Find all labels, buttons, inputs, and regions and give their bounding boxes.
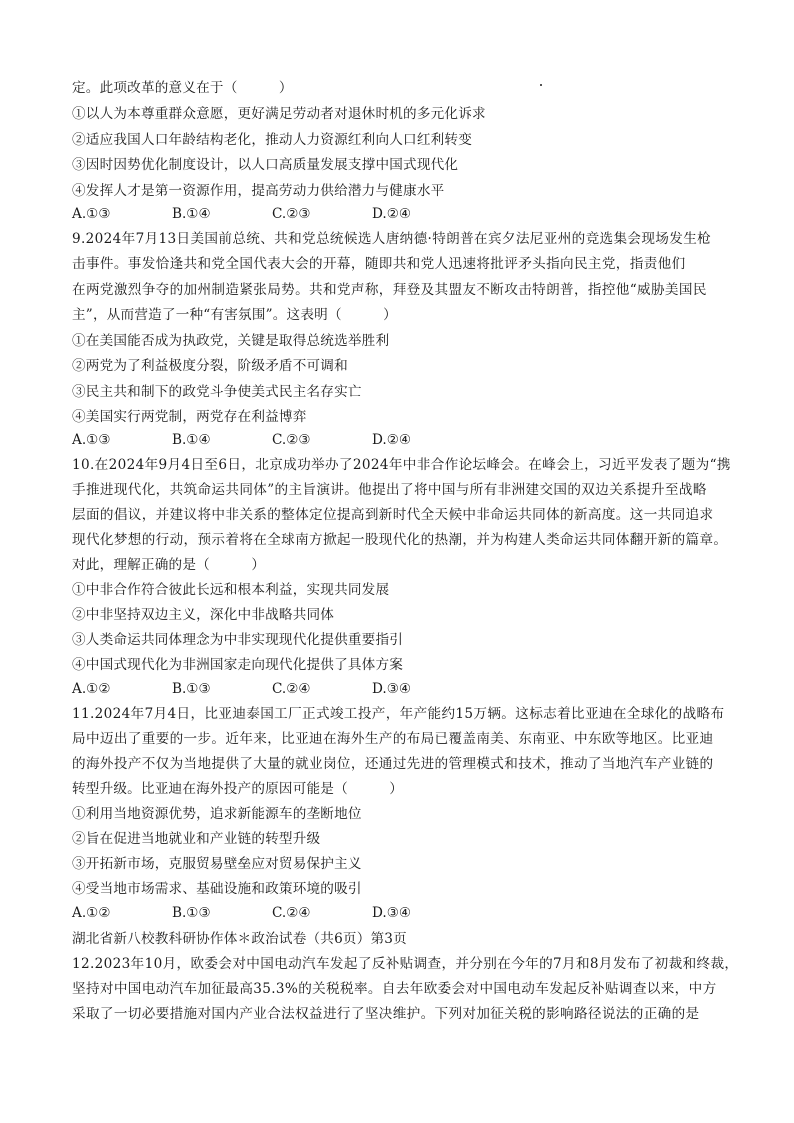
page-footer: 湖北省新八校教科研协作体＊政治试卷（共6页）第3页	[72, 931, 407, 947]
q9-option-c: C.②③	[272, 432, 311, 448]
q10-option-a: A.①②	[72, 681, 111, 697]
q10-stem-line-3: 层面的倡议，并建议将中非关系的整体定位提高到新时代全天候中非命运共同体的新高度。这一共同追求	[72, 507, 714, 523]
q8-item-2: ②适应我国人口年龄结构老化，推动人力资源红利向人口红利转变	[72, 132, 473, 148]
q10-stem-line-1: 10.在2024年9月4日至6日，北京成功举办了2024年中非合作论坛峰会。在峰会上，习近平发表了题为“携	[72, 457, 731, 473]
q11-stem-line-3: 的海外投产不仅为当地提供了大量的就业岗位，还通过先进的管理模式和技术，推动了当地汽车产业链的	[72, 756, 714, 772]
q10-option-c: C.②④	[272, 681, 311, 697]
q8-item-1: ①以人为本尊重群众意愿，更好满足劳动者对退休时机的多元化诉求	[72, 106, 486, 122]
q11-item-4: ④受当地市场需求、基础设施和政策环境的吸引	[72, 881, 362, 897]
q9-option-d: D.②④	[372, 432, 412, 448]
q9-option-b: B.①④	[172, 432, 211, 448]
q8-stem-tail: 定。此项改革的意义在于（ ）	[72, 80, 293, 96]
q8-option-b: B.①④	[172, 206, 211, 222]
q11-item-3: ③开拓新市场，克服贸易壁垒应对贸易保护主义	[72, 856, 362, 872]
q11-option-b: B.①③	[172, 905, 211, 921]
q11-option-d: D.③④	[372, 905, 412, 921]
q11-stem-line-4: 转型升级。比亚迪在海外投产的原因可能是（ ）	[72, 781, 404, 797]
q10-stem-line-2: 手推进现代化，共筑命运共同体”的主旨演讲。他提出了将中国与所有非洲建交国的双边关系提升至战略	[72, 482, 707, 498]
q9-stem-line-1: 9.2024年7月13日美国前总统、共和党总统候选人唐纳德·特朗普在宾夕法尼亚州的竞选集会现场发生枪	[72, 231, 712, 247]
scan-speck	[540, 84, 542, 86]
q12-stem-line-2: 坚持对中国电动汽车加征最高35.3%的关税税率。自去年欧委会对中国电动车发起反补贴调查以来，中方	[72, 981, 717, 997]
q9-option-a: A.①③	[72, 432, 111, 448]
q8-item-3: ③因时因势优化制度设计，以人口高质量发展支撑中国式现代化	[72, 157, 459, 173]
q10-item-4: ④中国式现代化为非洲国家走向现代化提供了具体方案	[72, 657, 404, 673]
q9-stem-line-2: 击事件。事发恰逢共和党全国代表大会的开幕，随即共和党人迅速将批评矛头指向民主党，指责他们	[72, 256, 686, 272]
q9-item-2: ②两党为了利益极度分裂，阶级矛盾不可调和	[72, 358, 348, 374]
q11-option-c: C.②④	[272, 905, 311, 921]
q11-stem-line-1: 11.2024年7月4日，比亚迪泰国工厂正式竣工投产，年产能约15万辆。这标志着比亚迪在全球化的战略布	[72, 706, 725, 722]
q9-stem-line-3: 在两党激烈争夺的加州制造紧张局势。共和党声称，拜登及其盟友不断攻击特朗普，指控他“威胁美国民	[72, 282, 707, 298]
q11-stem-line-2: 局中迈出了重要的一步。近年来，比亚迪在海外生产的布局已覆盖南美、东南亚、中东欧等地区。比亚迪	[72, 731, 714, 747]
q10-option-d: D.③④	[372, 681, 412, 697]
q9-item-1: ①在美国能否成为执政党，关键是取得总统选举胜利	[72, 333, 390, 349]
q9-item-4: ④美国实行两党制，两党存在利益博弈	[72, 409, 307, 425]
q10-stem-line-4: 现代化梦想的行动，预示着将在全球南方掀起一股现代化的热潮，并为构建人类命运共同体翻开新的篇章。	[72, 532, 728, 548]
q10-stem-line-5: 对此，理解正确的是（ ）	[72, 557, 266, 573]
q10-item-2: ②中非坚持双边主义，深化中非战略共同体	[72, 607, 335, 623]
q11-item-2: ②旨在促进当地就业和产业链的转型升级	[72, 831, 321, 847]
q11-item-1: ①利用当地资源优势，追求新能源车的垄断地位	[72, 806, 362, 822]
q8-option-a: A.①③	[72, 206, 111, 222]
q9-stem-line-4: 主”，从而营造了一种“有害氛围”。这表明（ ）	[72, 307, 397, 323]
q8-option-d: D.②④	[372, 206, 412, 222]
q10-item-1: ①中非合作符合彼此长远和根本利益，实现共同发展	[72, 582, 390, 598]
q9-item-3: ③民主共和制下的政党斗争使美式民主名存实亡	[72, 384, 362, 400]
q10-option-b: B.①③	[172, 681, 211, 697]
q11-option-a: A.①②	[72, 905, 111, 921]
q10-item-3: ③人类命运共同体理念为中非实现现代化提供重要指引	[72, 632, 404, 648]
q8-option-c: C.②③	[272, 206, 311, 222]
q8-item-4: ④发挥人才是第一资源作用，提高劳动力供给潜力与健康水平	[72, 183, 445, 199]
q12-stem-line-1: 12.2023年10月，欧委会对中国电动汽车发起了反补贴调查，并分别在今年的7月和8月发布了初裁和终裁，	[72, 956, 739, 972]
q12-stem-line-3: 采取了一切必要措施对国内产业合法权益进行了坚决维护。下列对加征关税的影响路径说法的正确的是	[72, 1006, 700, 1022]
